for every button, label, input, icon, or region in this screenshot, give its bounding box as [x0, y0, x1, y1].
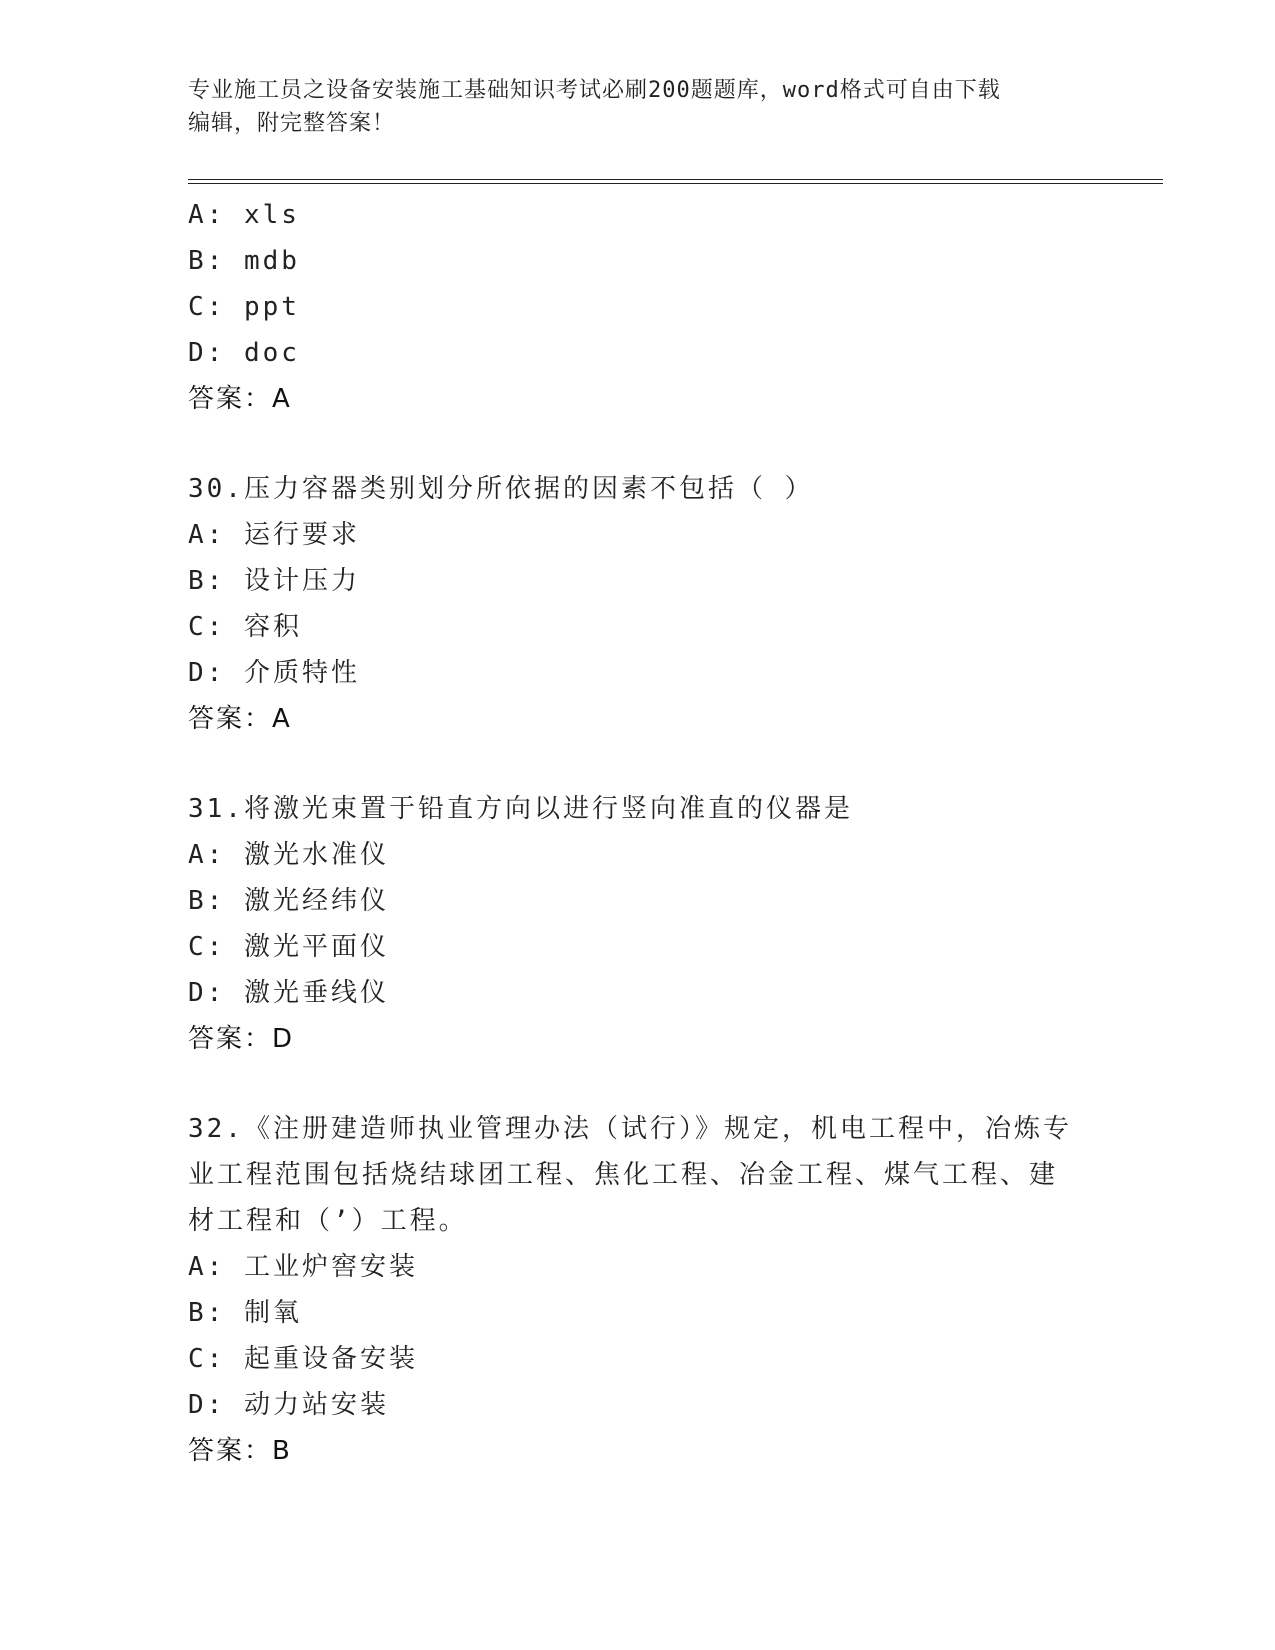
- question-stem: 31.将激光束置于铅直方向以进行竖向准直的仪器是: [188, 794, 853, 824]
- answer-line: 答案：A: [188, 704, 292, 734]
- option-a: A: 激光水准仪: [188, 840, 389, 870]
- spacer: [188, 422, 1088, 466]
- option-c: C: 激光平面仪: [188, 932, 389, 962]
- option-a: A: 运行要求: [188, 520, 360, 550]
- answer-line: 答案：A: [188, 384, 292, 414]
- question-block-30: [188, 466, 1088, 742]
- document-header: [188, 74, 1088, 140]
- option-a: A: xls: [188, 200, 300, 230]
- question-block-31: [188, 786, 1088, 1062]
- question-block-32: [188, 1106, 1088, 1474]
- option-b: B: 设计压力: [188, 566, 360, 596]
- header-divider: [188, 179, 1163, 184]
- option-d: D: doc: [188, 338, 300, 368]
- option-c: C: 容积: [188, 612, 302, 642]
- option-d: D: 激光垂线仪: [188, 978, 389, 1008]
- spacer: [188, 1062, 1088, 1106]
- question-list: [188, 192, 1088, 1474]
- spacer: [188, 742, 1088, 786]
- answer-line: 答案：D: [188, 1024, 295, 1054]
- option-d: D: 动力站安装: [188, 1390, 389, 1420]
- option-b: B: 制氧: [188, 1298, 302, 1328]
- option-c: C: 起重设备安装: [188, 1344, 418, 1374]
- header-line-2: 编辑，附完整答案！: [188, 111, 396, 136]
- question-stem: 30.压力容器类别划分所依据的因素不包括（ ）: [188, 474, 814, 504]
- question-stem-line-3: 材工程和（’）工程。: [188, 1206, 468, 1236]
- question-stem-line-1: 32.《注册建造师执业管理办法（试行）》规定，机电工程中，冶炼专: [188, 1114, 1072, 1144]
- option-d: D: 介质特性: [188, 658, 360, 688]
- header-line-1: 专业施工员之设备安装施工基础知识考试必刷200题题库，word格式可自由下载: [188, 78, 1001, 103]
- answer-line: 答案：B: [188, 1436, 292, 1466]
- option-c: C: ppt: [188, 292, 300, 322]
- option-b: B: mdb: [188, 246, 300, 276]
- question-block-prev: [188, 192, 1088, 422]
- option-b: B: 激光经纬仪: [188, 886, 389, 916]
- option-a: A: 工业炉窖安装: [188, 1252, 418, 1282]
- question-stem-line-2: 业工程范围包括烧结球团工程、焦化工程、冶金工程、煤气工程、建: [188, 1160, 1059, 1190]
